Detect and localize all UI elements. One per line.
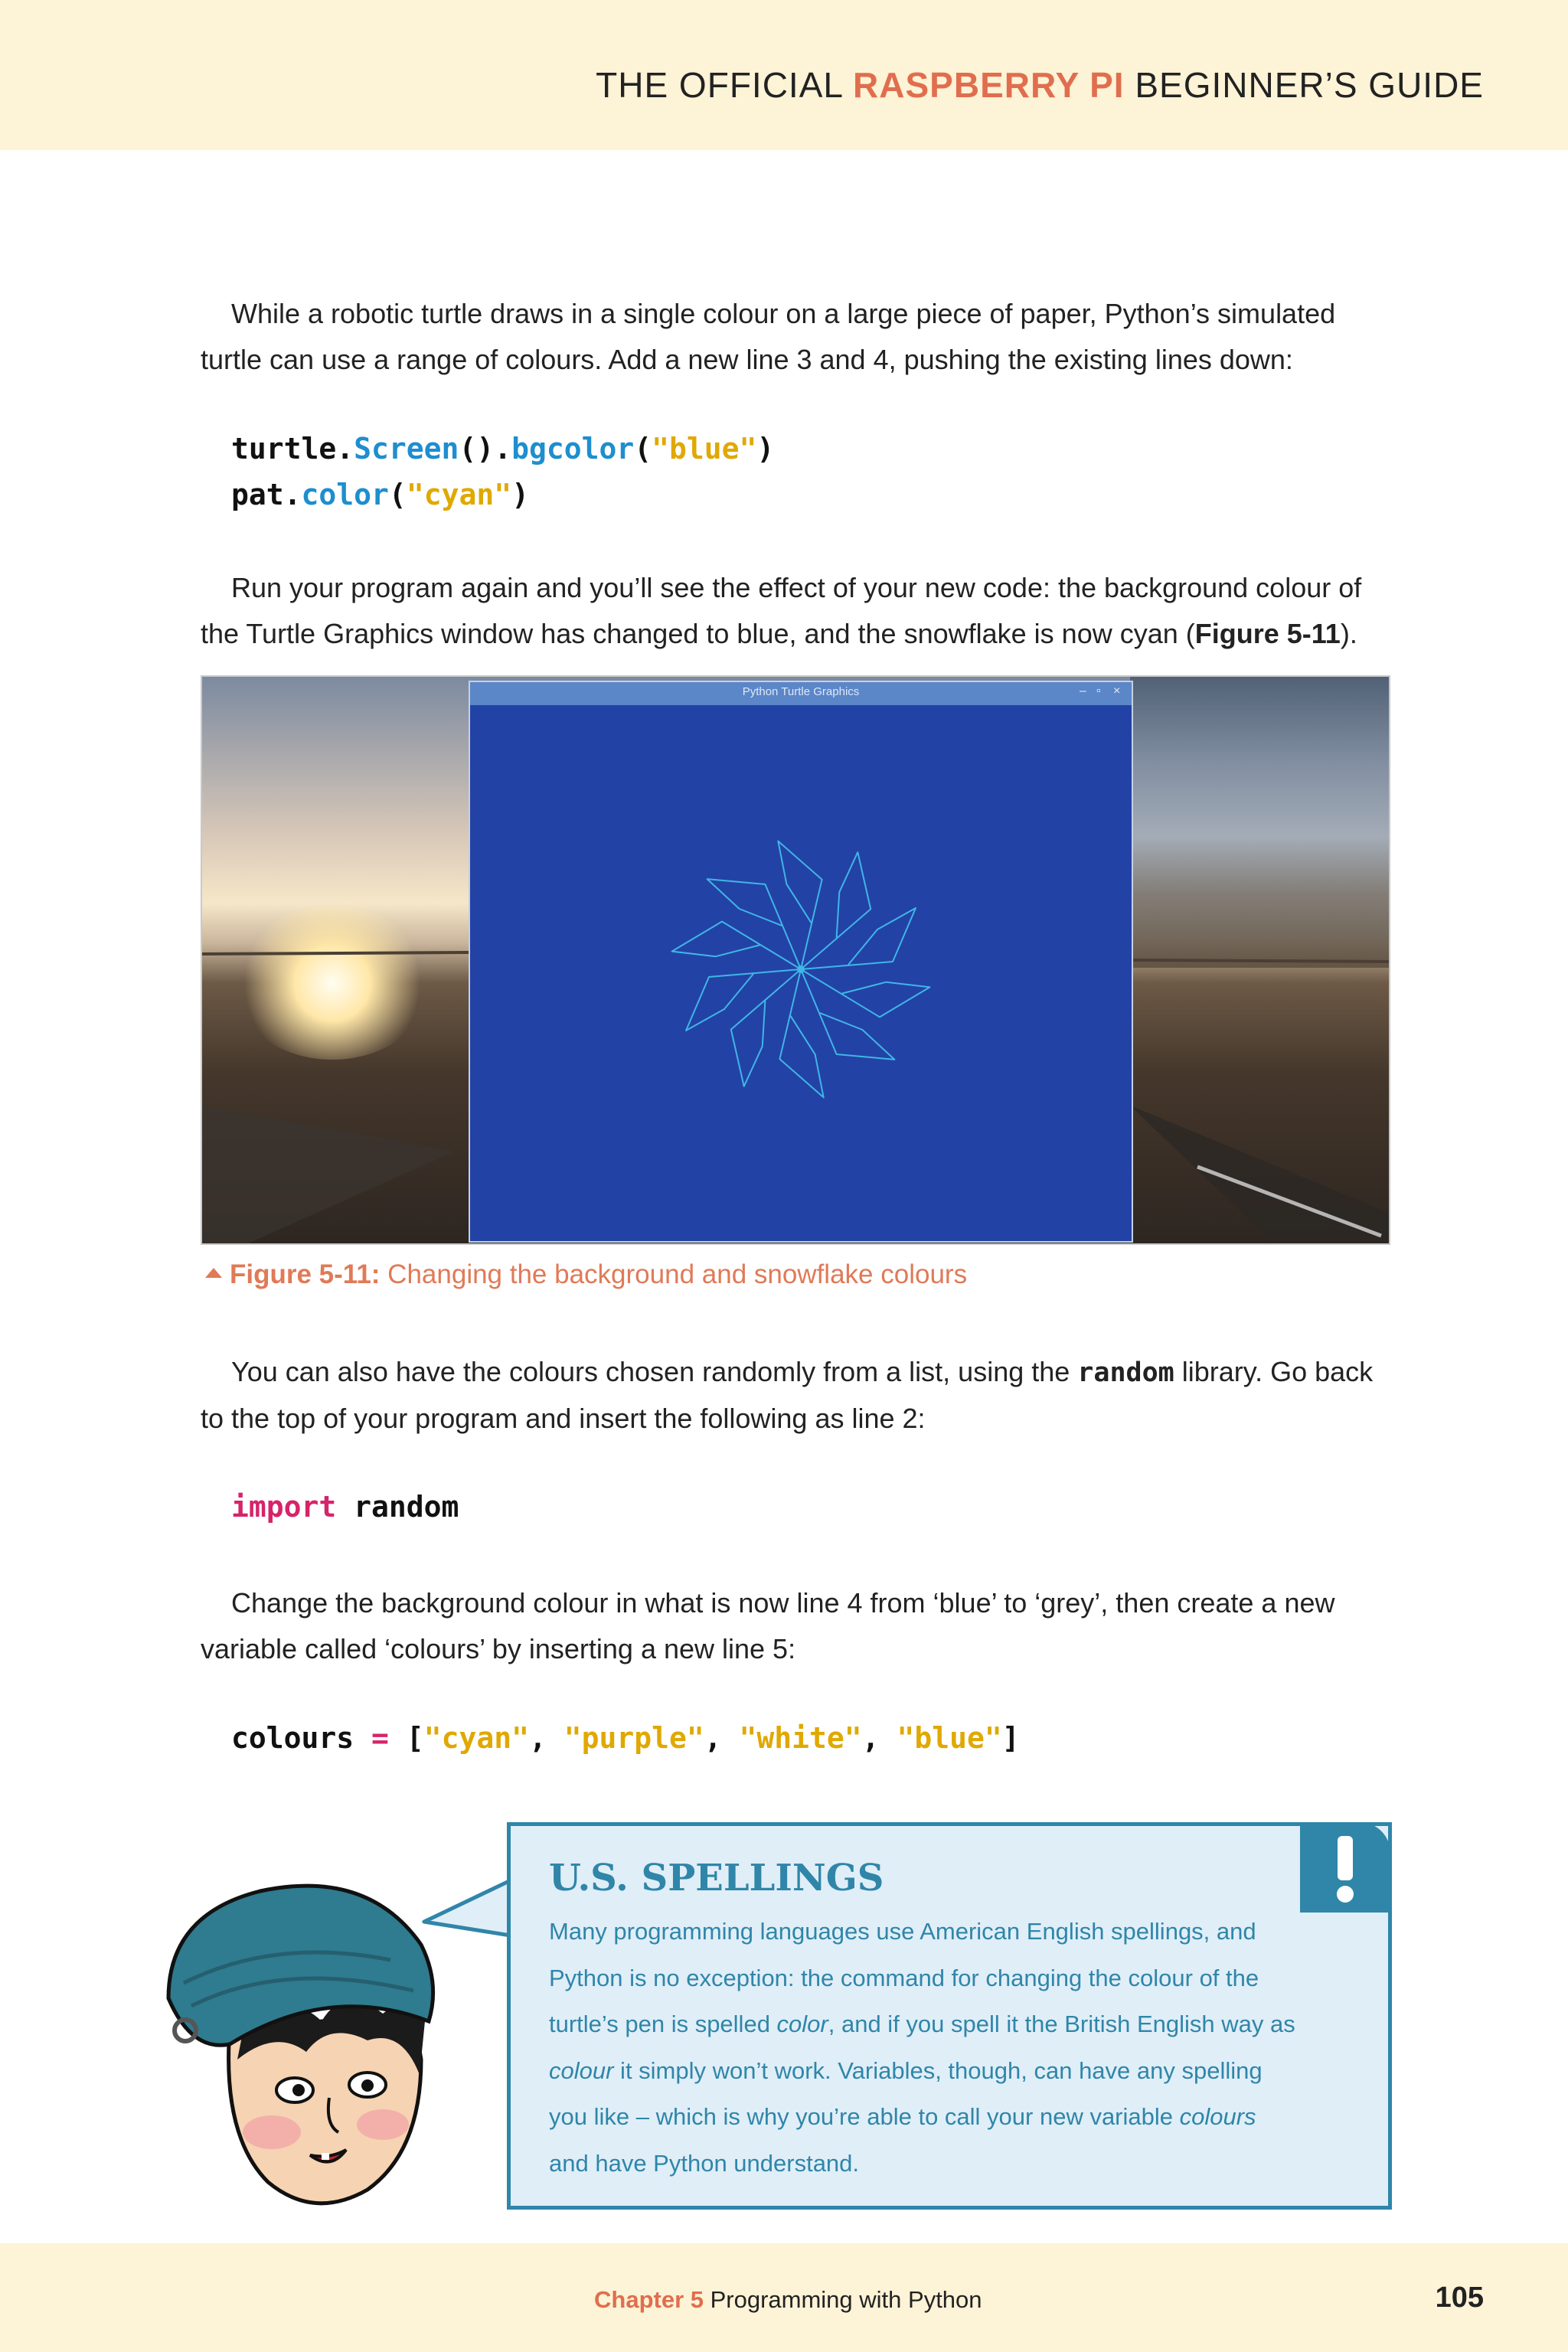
turtle-cursor xyxy=(798,966,804,972)
window-title-bar[interactable] xyxy=(470,682,1132,705)
code-token: random xyxy=(336,1490,459,1524)
callout-text: Many programming languages use American English spellings, and Python is no exception: the command for changing the colour of the turtle’s pen is spelled color, and if you spell it the British English way as colour it simply won’t work. Variables, though, can have any spelling you like – which is why you’re able to call your new variable colours and have Python understand. xyxy=(549,1918,1295,2177)
code-function: color xyxy=(301,478,389,511)
code-string: "blue" xyxy=(897,1721,1002,1755)
code-function: Screen xyxy=(354,432,459,466)
speech-bubble-pointer xyxy=(420,1879,511,1952)
code-token: ) xyxy=(511,478,529,511)
turtle-canvas xyxy=(470,705,1132,1241)
book-title: THE OFFICIAL RASPBERRY PI BEGINNER’S GUIDE xyxy=(596,65,1484,105)
code-token: , xyxy=(528,1721,564,1755)
code-string: "cyan" xyxy=(406,478,512,511)
code-string: "white" xyxy=(739,1721,862,1755)
caption-text: Changing the background and snowflake colours xyxy=(380,1259,968,1289)
code-block-1 xyxy=(231,426,774,518)
chapter-label: Chapter 5 Programming with Python xyxy=(594,2286,982,2313)
code-token: colours xyxy=(231,1721,372,1755)
page-footer xyxy=(0,2243,1568,2352)
code-token: , xyxy=(704,1721,740,1755)
code-token: pat xyxy=(231,478,284,511)
code-function: bgcolor xyxy=(511,432,635,466)
code-token: ( xyxy=(388,478,407,511)
caption-arrow-icon xyxy=(205,1268,222,1278)
inline-code: random xyxy=(1077,1357,1174,1388)
snowflake-branch xyxy=(672,922,801,969)
code-token: ( xyxy=(634,432,652,466)
brand-name: RASPBERRY PI xyxy=(853,65,1125,105)
body-paragraph-4: Change the background colour in what is now line 4 from ‘blue’ to ‘grey’, then create a new variable called ‘colours’ by inserting a new line 5: xyxy=(201,1587,1335,1664)
code-string: "blue" xyxy=(652,432,757,466)
body-paragraph-1: While a robotic turtle draws in a single colour on a large piece of paper, Python’s simulated turtle can use a range of colours. Add a new line 3 and 4, pushing the existing lines down: xyxy=(201,298,1336,375)
code-string: "purple" xyxy=(564,1721,704,1755)
code-block-2 xyxy=(231,1484,459,1530)
snowflake-branch xyxy=(778,841,822,969)
body-paragraph-3: You can also have the colours chosen randomly from a list, using the random library. Go back to the top of your program and insert the following as line 2: xyxy=(201,1356,1374,1434)
code-operator: = xyxy=(371,1721,389,1755)
snowflake-branch xyxy=(801,908,916,969)
code-token: . xyxy=(336,432,354,466)
code-keyword: import xyxy=(231,1490,337,1524)
figure-caption xyxy=(205,1259,967,1290)
minimize-icon[interactable]: – xyxy=(1080,684,1086,697)
code-token: (). xyxy=(459,432,512,466)
tip-callout xyxy=(507,1822,1392,2210)
callout-heading: U.S. SPELLINGS xyxy=(549,1857,884,1900)
close-icon[interactable]: × xyxy=(1113,684,1121,697)
code-token: [ xyxy=(388,1721,424,1755)
code-token: turtle xyxy=(231,432,337,466)
snowflake-branch xyxy=(779,969,823,1097)
figure-screenshot xyxy=(201,675,1390,1245)
snowflake-branch xyxy=(686,969,801,1031)
maximize-icon[interactable]: ▫ xyxy=(1096,684,1101,697)
code-token: ) xyxy=(756,432,775,466)
page-header xyxy=(0,0,1568,150)
code-token: , xyxy=(861,1721,897,1755)
figure-reference: Figure 5-11 xyxy=(1194,618,1341,649)
window-title: Python Turtle Graphics xyxy=(742,685,860,698)
body-paragraph-2: Run your program again and you’ll see the effect of your new code: the background colour of the Turtle Graphics window has changed to blue, and the snowflake is now cyan (Figure 5-11). xyxy=(201,572,1362,649)
code-token: . xyxy=(283,478,302,511)
snowflake-branch xyxy=(801,969,929,1017)
exclamation-icon xyxy=(1300,1822,1390,1913)
caption-label: Figure 5-11: xyxy=(230,1259,381,1289)
code-block-3 xyxy=(231,1715,1020,1761)
snowflake-drawing xyxy=(672,841,930,1098)
character-illustration xyxy=(138,1830,459,2228)
turtle-graphics-window xyxy=(469,681,1133,1243)
page-number: 105 xyxy=(1435,2282,1484,2314)
code-string: "cyan" xyxy=(423,1721,529,1755)
alert-tab xyxy=(1300,1822,1390,1913)
code-token: ] xyxy=(1001,1721,1020,1755)
